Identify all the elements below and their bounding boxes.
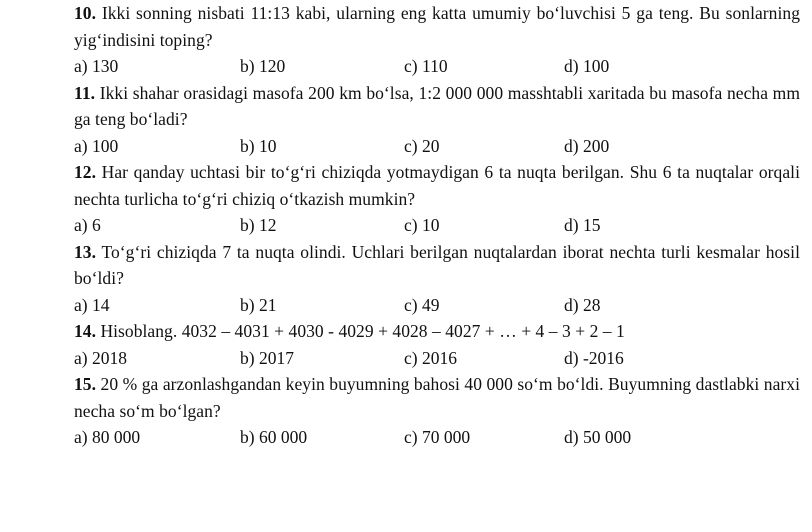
question-number: 12. (74, 162, 97, 182)
question-10 (74, 0, 800, 80)
answer-options (74, 212, 800, 239)
option-c: c) 49 (404, 294, 440, 315)
question-14 (74, 318, 800, 371)
question-12 (74, 159, 800, 239)
question-body: Har qanday uchtasi bir to‘g‘ri chiziqda yotmaydigan 6 ta nuqta berilgan. Shu 6 ta nuqtalar orqali nechta turlicha to‘g‘ri chiziq o‘tkazish mumkin? (74, 162, 800, 209)
answer-options (74, 292, 800, 319)
question-text (74, 318, 800, 345)
option-b: b) 12 (240, 215, 277, 235)
option-d: d) 28 (564, 294, 601, 315)
option-d: d) 15 (564, 215, 601, 235)
option-a: a) 2018 (74, 347, 127, 368)
question-number: 10. (74, 3, 97, 23)
option-c: c) 70 000 (404, 427, 471, 447)
option-a: a) 100 (74, 135, 119, 156)
option-c: c) 2016 (404, 347, 457, 368)
question-number: 13. (74, 241, 97, 262)
option-a: a) 6 (74, 215, 101, 235)
option-d: d) 50 000 (564, 427, 632, 447)
option-b: b) 60 000 (240, 427, 308, 447)
answer-options (74, 345, 800, 372)
question-body: Ikki sonning nisbati 11:13 kabi, ularning eng katta umumiy bo‘luvchisi 5 ga teng. Bu sonlarning yig‘indisini toping? (74, 3, 800, 50)
question-text (74, 239, 800, 292)
option-b: b) 2017 (240, 347, 294, 368)
question-text (74, 159, 800, 212)
question-text (74, 371, 800, 424)
option-b: b) 120 (240, 56, 286, 76)
option-a: a) 130 (74, 56, 119, 76)
question-15 (74, 371, 800, 451)
option-a: a) 80 000 (74, 427, 141, 447)
option-b: b) 10 (240, 135, 277, 156)
answer-options (74, 53, 800, 80)
option-c: c) 110 (404, 56, 448, 76)
question-body: Ikki shahar orasidagi masofa 200 km bo‘lsa, 1:2 000 000 masshtabli xaritada bu masofa necha mm ga teng bo‘ladi? (74, 82, 800, 129)
option-c: c) 10 (404, 215, 440, 235)
answer-options (74, 424, 800, 451)
option-d: d) 200 (564, 135, 610, 156)
answer-options (74, 133, 800, 160)
question-number: 14. (74, 321, 97, 341)
question-number: 11. (74, 82, 96, 103)
option-d: d) 100 (564, 56, 610, 76)
question-body: Hisoblang. 4032 – 4031 + 4030 - 4029 + 4028 – 4027 + … + 4 – 3 + 2 – 1 (96, 321, 625, 341)
option-d: d) -2016 (564, 347, 624, 368)
option-a: a) 14 (74, 294, 110, 315)
option-b: b) 21 (240, 294, 277, 315)
question-body: 20 % ga arzonlashgandan keyin buyumning bahosi 40 000 so‘m bo‘ldi. Buyumning dastlabki narxi necha so‘m bo‘lgan? (74, 374, 800, 421)
question-body: To‘g‘ri chiziqda 7 ta nuqta olindi. Uchlari berilgan nuqtalardan iborat nechta turli kesmalar hosil bo‘ldi? (74, 241, 800, 288)
question-13 (74, 239, 800, 319)
question-11 (74, 80, 800, 160)
question-number: 15. (74, 374, 97, 394)
option-c: c) 20 (404, 135, 440, 156)
question-text (74, 0, 800, 53)
quiz-page (74, 0, 800, 451)
question-text (74, 80, 800, 133)
